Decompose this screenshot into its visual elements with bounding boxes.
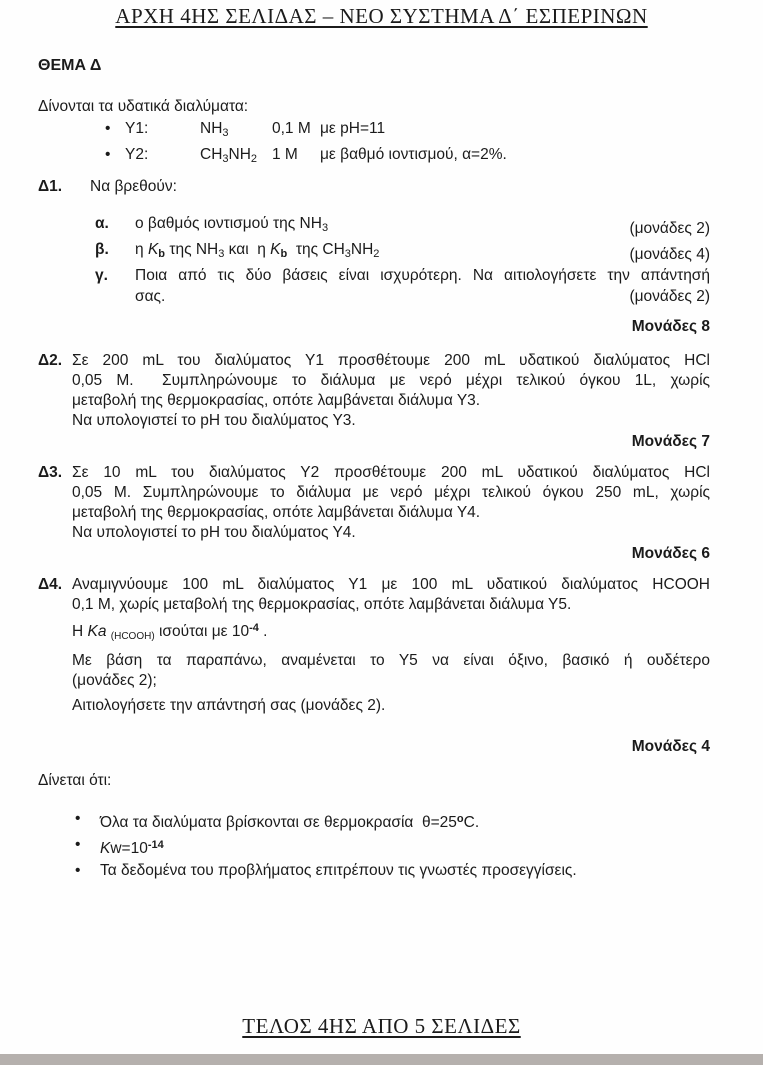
d4-expect-question: Με βάση τα παραπάνω, αναμένεται το Υ5 να είναι όξινο, βασικό ή ουδέτερο (μονάδες 2); <box>72 652 710 689</box>
solution-row-y2 <box>105 144 710 170</box>
bullet-icon <box>105 118 125 144</box>
question-prompt: Να βρεθούν: <box>90 178 177 195</box>
question-body <box>72 463 710 543</box>
item-text: η $K_b$ της $NH_3$ και η $K_b$ της $CH_3NH_2$ <box>135 241 380 260</box>
theme-intro: Δίνονται τα υδατικά διαλύματα: <box>38 98 249 115</box>
question-d4 <box>38 575 710 716</box>
item-text: ο βαθμός ιοντισμού της $NH_3$ <box>135 215 329 234</box>
page-footer-text: ΤΕΛΟΣ 4ΗΣ ΑΠΟ 5 ΣΕΛΙΔΕΣ <box>242 1014 521 1038</box>
question-body <box>72 575 710 716</box>
given-text: Τα δεδομένα του προβλήματος επιτρέπουν τις γνωστές προσεγγίσεις. <box>100 862 577 879</box>
solution-concentration: 0,1 M <box>272 120 311 137</box>
item-points: (μονάδες 4) <box>629 246 710 263</box>
d4-ka-constant: Η Ka $_{(HCOOH)}$ ισούται με $10^{-4}$ . <box>72 622 268 642</box>
solution-formula: $CH_3NH_2$ <box>200 146 258 165</box>
given-item-approximations <box>75 860 710 882</box>
d3-total-points: Μονάδες 6 <box>631 545 710 562</box>
question-number: Δ2. <box>38 352 63 369</box>
solution-concentration: 1 M <box>272 146 298 163</box>
solution-row-y1 <box>105 118 710 144</box>
bullet-icon <box>105 144 125 170</box>
question-number: Δ1. <box>38 178 63 195</box>
given-title: Δίνεται ότι: <box>38 772 112 789</box>
question-d2 <box>38 351 710 431</box>
given-list <box>38 808 710 882</box>
question-body <box>72 351 710 431</box>
d1-total-points: Μονάδες 8 <box>631 318 710 335</box>
given-text: Όλα τα διαλύματα βρίσκονται σε θερμοκρασία $\theta=25^oC$. <box>100 813 480 831</box>
item-key: γ. <box>95 267 108 284</box>
item-gamma <box>95 265 710 307</box>
page-footer <box>0 1014 763 1039</box>
item-alpha <box>95 213 710 239</box>
d4-justify-ask: Αιτιολογήσετε την απάντησή σας (μονάδες 2). <box>72 697 386 714</box>
solution-formula: $NH_3$ <box>200 120 229 139</box>
question-number: Δ4. <box>38 576 63 593</box>
item-beta <box>95 239 710 265</box>
d2-paragraph: Σε 200 mL του διαλύματος Υ1 προσθέτουμε 200 mL υδατικού διαλύματος HCl 0,05 M. Συμπληρώνουμε το διάλυμα με νερό μέχρι τελικού όγκου 1L, χωρίς μεταβολή της θερμοκρασίας, οπότε λαμβάνεται διάλυμα Υ3. <box>72 352 710 409</box>
given-item-temperature <box>75 808 710 834</box>
d4-paragraph: Αναμιγνύουμε 100 mL διαλύματος Υ1 με 100 mL υδατικού διαλύματος HCOOH 0,1 M, χωρίς μεταβολή της θερμοκρασίας, οπότε λαμβάνεται διάλυμα Υ5. <box>72 576 710 613</box>
scanner-edge <box>0 1054 763 1065</box>
d3-ask: Να υπολογιστεί το pH του διαλύματος Υ4. <box>72 524 356 541</box>
theme-heading: ΘΕΜΑ Δ <box>38 57 102 74</box>
bullet-icon <box>75 808 100 834</box>
item-key: α. <box>95 215 109 232</box>
question-number: Δ3. <box>38 464 63 481</box>
given-text: $Kw=10^{-14}$ <box>100 839 164 857</box>
page-header <box>0 0 763 29</box>
d3-paragraph: Σε 10 mL του διαλύματος Υ2 προσθέτουμε 200 mL υδατικού διαλύματος HCl 0,05 M. Συμπληρώνουμε το διάλυμα με νερό μέχρι τελικού όγκου 250 mL, χωρίς μεταβολή της θερμοκρασίας, οπότε λαμβάνεται διάλυμα Υ4. <box>72 464 710 521</box>
item-key: β. <box>95 241 109 258</box>
question-d1-header <box>38 176 710 197</box>
solution-label: Υ1: <box>125 120 149 137</box>
solution-note: με βαθμό ιοντισμού, α=2%. <box>320 146 507 163</box>
question-d1-items <box>38 213 710 307</box>
d2-total-points: Μονάδες 7 <box>631 433 710 450</box>
item-points: (μονάδες 2) <box>629 288 710 305</box>
bullet-icon <box>75 860 100 882</box>
page-header-text: ΑΡΧΗ 4ΗΣ ΣΕΛΙΔΑΣ – ΝΕΟ ΣΥΣΤΗΜΑ Δ΄ ΕΣΠΕΡΙΝΩΝ <box>115 4 648 28</box>
page-content <box>0 55 763 882</box>
solution-label: Υ2: <box>125 146 149 163</box>
d4-total-points: Μονάδες 4 <box>631 738 710 755</box>
bullet-icon <box>75 834 100 860</box>
given-item-kw <box>75 834 710 860</box>
solution-note: με pH=11 <box>320 120 386 137</box>
d2-ask: Να υπολογιστεί το pH του διαλύματος Υ3. <box>72 412 356 429</box>
item-points: (μονάδες 2) <box>629 220 710 237</box>
question-d3 <box>38 463 710 543</box>
item-text: Ποια από τις δύο βάσεις είναι ισχυρότερη. Να αιτιολογήσετε την απάντησή σας. <box>135 267 710 305</box>
